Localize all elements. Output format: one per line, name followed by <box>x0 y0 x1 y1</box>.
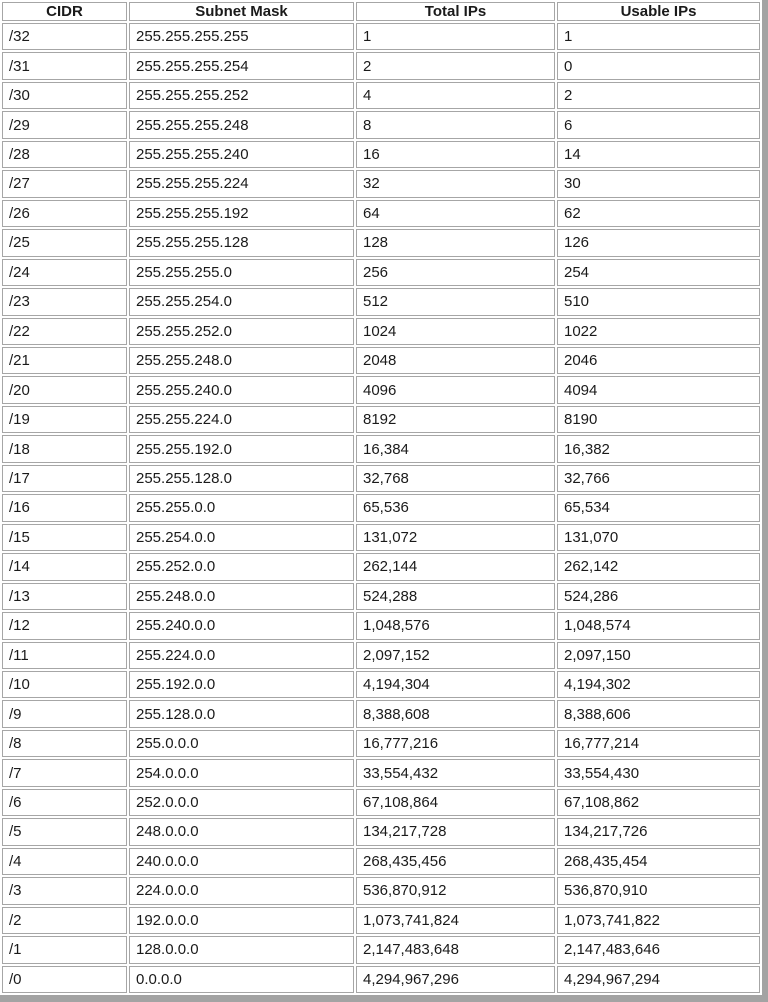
total-ips-cell: 33,554,432 <box>356 759 555 786</box>
table-row <box>2 318 760 345</box>
usable-ips-cell: 14 <box>557 141 760 168</box>
subnet-mask-cell: 255.255.255.192 <box>129 200 354 227</box>
table-row <box>2 818 760 845</box>
subnet-mask-cell: 255.255.224.0 <box>129 406 354 433</box>
usable-ips-cell: 510 <box>557 288 760 315</box>
table-row <box>2 524 760 551</box>
usable-ips-cell: 4,194,302 <box>557 671 760 698</box>
cidr-cell: /5 <box>2 818 127 845</box>
subnet-mask-cell: 255.128.0.0 <box>129 700 354 727</box>
total-ips-cell: 8192 <box>356 406 555 433</box>
cidr-cell: /7 <box>2 759 127 786</box>
table-row <box>2 229 760 256</box>
col-header-total-ips: Total IPs <box>356 2 555 21</box>
cidr-cell: /23 <box>2 288 127 315</box>
usable-ips-cell: 536,870,910 <box>557 877 760 904</box>
total-ips-cell: 64 <box>356 200 555 227</box>
table-row <box>2 435 760 462</box>
total-ips-cell: 1,048,576 <box>356 612 555 639</box>
cidr-cell: /29 <box>2 111 127 138</box>
subnet-mask-cell: 255.255.255.0 <box>129 259 354 286</box>
usable-ips-cell: 2,147,483,646 <box>557 936 760 963</box>
cidr-cell: /12 <box>2 612 127 639</box>
subnet-mask-cell: 255.255.252.0 <box>129 318 354 345</box>
table-row <box>2 700 760 727</box>
table-row <box>2 259 760 286</box>
usable-ips-cell: 30 <box>557 170 760 197</box>
subnet-mask-cell: 255.255.255.248 <box>129 111 354 138</box>
table-row <box>2 583 760 610</box>
cidr-cell: /18 <box>2 435 127 462</box>
cidr-cell: /25 <box>2 229 127 256</box>
usable-ips-cell: 1 <box>557 23 760 50</box>
total-ips-cell: 4,294,967,296 <box>356 966 555 994</box>
table-body <box>2 23 760 993</box>
usable-ips-cell: 62 <box>557 200 760 227</box>
total-ips-cell: 2,097,152 <box>356 642 555 669</box>
cidr-cell: /31 <box>2 52 127 79</box>
total-ips-cell: 2048 <box>356 347 555 374</box>
cidr-cell: /30 <box>2 82 127 109</box>
subnet-mask-cell: 255.240.0.0 <box>129 612 354 639</box>
subnet-mask-cell: 255.252.0.0 <box>129 553 354 580</box>
table-row <box>2 406 760 433</box>
usable-ips-cell: 32,766 <box>557 465 760 492</box>
usable-ips-cell: 1,048,574 <box>557 612 760 639</box>
usable-ips-cell: 65,534 <box>557 494 760 521</box>
table-row <box>2 553 760 580</box>
table-row <box>2 612 760 639</box>
total-ips-cell: 4096 <box>356 376 555 403</box>
cidr-cell: /27 <box>2 170 127 197</box>
cidr-cell: /22 <box>2 318 127 345</box>
subnet-mask-cell: 255.224.0.0 <box>129 642 354 669</box>
total-ips-cell: 67,108,864 <box>356 789 555 816</box>
usable-ips-cell: 4094 <box>557 376 760 403</box>
total-ips-cell: 1 <box>356 23 555 50</box>
table-row <box>2 759 760 786</box>
total-ips-cell: 256 <box>356 259 555 286</box>
subnet-mask-cell: 248.0.0.0 <box>129 818 354 845</box>
total-ips-cell: 16,384 <box>356 435 555 462</box>
total-ips-cell: 134,217,728 <box>356 818 555 845</box>
table-row <box>2 347 760 374</box>
cidr-cell: /28 <box>2 141 127 168</box>
cidr-cell: /17 <box>2 465 127 492</box>
usable-ips-cell: 524,286 <box>557 583 760 610</box>
table-row <box>2 170 760 197</box>
subnet-mask-cell: 255.255.254.0 <box>129 288 354 315</box>
table-row <box>2 907 760 934</box>
subnet-mask-cell: 0.0.0.0 <box>129 966 354 994</box>
table-row <box>2 465 760 492</box>
subnet-mask-cell: 255.255.255.255 <box>129 23 354 50</box>
cidr-cell: /14 <box>2 553 127 580</box>
cidr-cell: /3 <box>2 877 127 904</box>
subnet-mask-cell: 192.0.0.0 <box>129 907 354 934</box>
table-row <box>2 966 760 994</box>
table-row <box>2 671 760 698</box>
table-row <box>2 23 760 50</box>
cidr-cell: /1 <box>2 936 127 963</box>
total-ips-cell: 536,870,912 <box>356 877 555 904</box>
total-ips-cell: 131,072 <box>356 524 555 551</box>
table-row <box>2 936 760 963</box>
cidr-cell: /11 <box>2 642 127 669</box>
col-header-usable-ips: Usable IPs <box>557 2 760 21</box>
usable-ips-cell: 1022 <box>557 318 760 345</box>
total-ips-cell: 16,777,216 <box>356 730 555 757</box>
subnet-mask-cell: 255.255.255.128 <box>129 229 354 256</box>
table-row <box>2 730 760 757</box>
subnet-mask-cell: 224.0.0.0 <box>129 877 354 904</box>
total-ips-cell: 524,288 <box>356 583 555 610</box>
subnet-mask-cell: 255.254.0.0 <box>129 524 354 551</box>
cidr-cell: /9 <box>2 700 127 727</box>
subnet-mask-cell: 255.255.255.224 <box>129 170 354 197</box>
subnet-mask-cell: 255.192.0.0 <box>129 671 354 698</box>
usable-ips-cell: 262,142 <box>557 553 760 580</box>
cidr-cell: /4 <box>2 848 127 875</box>
subnet-mask-cell: 254.0.0.0 <box>129 759 354 786</box>
subnet-mask-cell: 255.255.192.0 <box>129 435 354 462</box>
header-row <box>2 2 760 21</box>
table-row <box>2 200 760 227</box>
table-row <box>2 52 760 79</box>
subnet-mask-cell: 128.0.0.0 <box>129 936 354 963</box>
total-ips-cell: 16 <box>356 141 555 168</box>
table-row <box>2 141 760 168</box>
total-ips-cell: 8 <box>356 111 555 138</box>
usable-ips-cell: 2,097,150 <box>557 642 760 669</box>
subnet-mask-cell: 255.255.255.240 <box>129 141 354 168</box>
total-ips-cell: 512 <box>356 288 555 315</box>
total-ips-cell: 128 <box>356 229 555 256</box>
col-header-cidr: CIDR <box>2 2 127 21</box>
cidr-cell: /15 <box>2 524 127 551</box>
total-ips-cell: 4 <box>356 82 555 109</box>
subnet-mask-cell: 255.255.240.0 <box>129 376 354 403</box>
total-ips-cell: 1024 <box>356 318 555 345</box>
cidr-cell: /13 <box>2 583 127 610</box>
usable-ips-cell: 2046 <box>557 347 760 374</box>
total-ips-cell: 32,768 <box>356 465 555 492</box>
total-ips-cell: 2,147,483,648 <box>356 936 555 963</box>
cidr-cell: /21 <box>2 347 127 374</box>
usable-ips-cell: 0 <box>557 52 760 79</box>
subnet-mask-cell: 255.0.0.0 <box>129 730 354 757</box>
total-ips-cell: 262,144 <box>356 553 555 580</box>
table-row <box>2 848 760 875</box>
table-row <box>2 111 760 138</box>
cidr-cell: /19 <box>2 406 127 433</box>
usable-ips-cell: 134,217,726 <box>557 818 760 845</box>
cidr-cell: /16 <box>2 494 127 521</box>
cidr-cell: /0 <box>2 966 127 994</box>
cidr-cell: /32 <box>2 23 127 50</box>
usable-ips-cell: 1,073,741,822 <box>557 907 760 934</box>
col-header-subnet-mask: Subnet Mask <box>129 2 354 21</box>
table-row <box>2 789 760 816</box>
table-row <box>2 494 760 521</box>
subnet-mask-cell: 255.255.0.0 <box>129 494 354 521</box>
usable-ips-cell: 8,388,606 <box>557 700 760 727</box>
total-ips-cell: 32 <box>356 170 555 197</box>
total-ips-cell: 8,388,608 <box>356 700 555 727</box>
cidr-cell: /6 <box>2 789 127 816</box>
usable-ips-cell: 16,382 <box>557 435 760 462</box>
subnet-mask-cell: 255.255.128.0 <box>129 465 354 492</box>
table-row <box>2 376 760 403</box>
subnet-mask-cell: 240.0.0.0 <box>129 848 354 875</box>
table-row <box>2 82 760 109</box>
subnet-mask-cell: 252.0.0.0 <box>129 789 354 816</box>
subnet-mask-cell: 255.255.255.254 <box>129 52 354 79</box>
usable-ips-cell: 16,777,214 <box>557 730 760 757</box>
usable-ips-cell: 67,108,862 <box>557 789 760 816</box>
total-ips-cell: 268,435,456 <box>356 848 555 875</box>
total-ips-cell: 4,194,304 <box>356 671 555 698</box>
usable-ips-cell: 2 <box>557 82 760 109</box>
total-ips-cell: 2 <box>356 52 555 79</box>
subnet-mask-cell: 255.248.0.0 <box>129 583 354 610</box>
usable-ips-cell: 268,435,454 <box>557 848 760 875</box>
usable-ips-cell: 33,554,430 <box>557 759 760 786</box>
usable-ips-cell: 126 <box>557 229 760 256</box>
total-ips-cell: 65,536 <box>356 494 555 521</box>
usable-ips-cell: 8190 <box>557 406 760 433</box>
usable-ips-cell: 6 <box>557 111 760 138</box>
usable-ips-cell: 4,294,967,294 <box>557 966 760 994</box>
table-row <box>2 877 760 904</box>
subnet-mask-cell: 255.255.248.0 <box>129 347 354 374</box>
cidr-cell: /8 <box>2 730 127 757</box>
cidr-cell: /10 <box>2 671 127 698</box>
subnet-mask-cell: 255.255.255.252 <box>129 82 354 109</box>
cidr-cell: /26 <box>2 200 127 227</box>
table-row <box>2 288 760 315</box>
cidr-cell: /20 <box>2 376 127 403</box>
cidr-cell: /2 <box>2 907 127 934</box>
usable-ips-cell: 131,070 <box>557 524 760 551</box>
cidr-cell: /24 <box>2 259 127 286</box>
table-row <box>2 642 760 669</box>
total-ips-cell: 1,073,741,824 <box>356 907 555 934</box>
usable-ips-cell: 254 <box>557 259 760 286</box>
